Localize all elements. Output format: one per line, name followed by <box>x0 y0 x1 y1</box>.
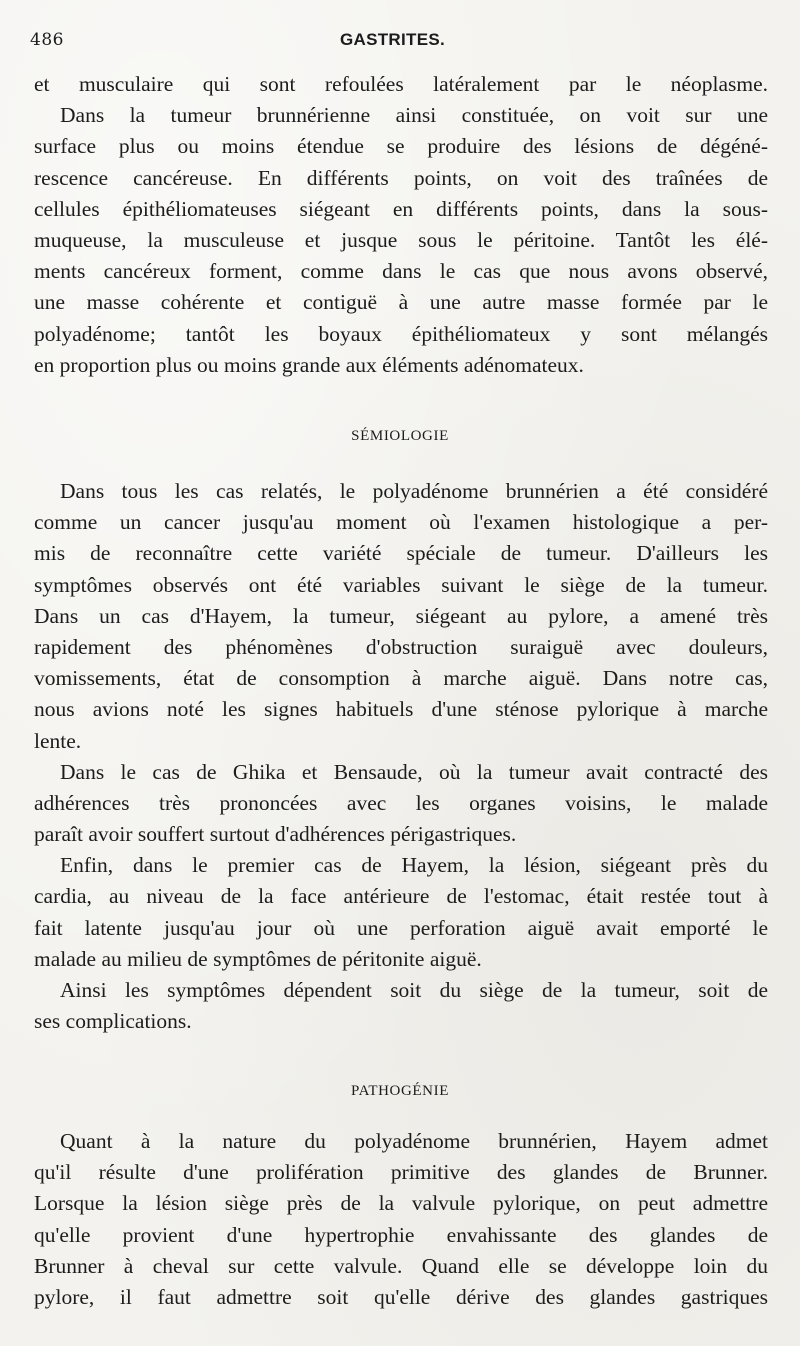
text-line: Quant à la nature du polyadénome brunnérien, Hayem admet <box>60 1129 768 1153</box>
page-header <box>0 30 800 56</box>
page-number: 486 <box>30 30 64 50</box>
text-line: Dans un cas d'Hayem, la tumeur, siégeant au pylore, a amené très <box>34 603 768 628</box>
text-line: Ainsi les symptômes dépendent soit du siège de la tumeur, soit de <box>60 978 768 1002</box>
running-title: GASTRITES. <box>340 30 446 49</box>
text-line: Brunner à cheval sur cette valvule. Quand elle se développe loin du <box>34 1253 768 1278</box>
section-heading-semiologie: SÉMIOLOGIE <box>351 428 449 444</box>
text-line: polyadénome; tantôt les boyaux épithéliomateux y sont mélangés <box>34 321 768 346</box>
text-line: Enfin, dans le premier cas de Hayem, la lésion, siégeant près du <box>60 853 768 878</box>
text-line: muqueuse, la musculeuse et jusque sous le péritoine. Tantôt les élé- <box>34 227 768 252</box>
text-line: Dans le cas de Ghika et Bensaude, où la tumeur avait contracté des <box>60 759 768 784</box>
text-line: Dans tous les cas relatés, le polyadénome brunnérien a été considéré <box>60 479 768 503</box>
paragraph-block-semiologie <box>34 476 768 1037</box>
text-line: Lorsque la lésion siège près de la valvule pylorique, on peut admettre <box>34 1191 768 1216</box>
text-line: fait latente jusqu'au jour où une perforation aiguë avait emporté le <box>34 915 768 940</box>
text-line: ses complications. <box>34 1009 192 1034</box>
text-line: adhérences très prononcées avec les organes voisins, le malade <box>34 790 768 815</box>
text-line: en proportion plus ou moins grande aux éléments adénomateux. <box>34 352 584 377</box>
text-line: qu'elle provient d'une hypertrophie envahissante des glandes de <box>34 1222 768 1247</box>
text-line: pylore, il faut admettre soit qu'elle dérive des glandes gastriques <box>34 1284 768 1309</box>
text-line: mis de reconnaître cette variété spéciale de tumeur. D'ailleurs les <box>34 541 768 566</box>
text-line: qu'il résulte d'une prolifération primitive des glandes de Brunner. <box>34 1160 768 1185</box>
text-line: et musculaire qui sont refoulées latéralement par le néoplasme. <box>34 72 768 96</box>
text-line: rapidement des phénomènes d'obstruction suraiguë avec douleurs, <box>34 634 768 659</box>
text-line: Dans la tumeur brunnérienne ainsi constituée, on voit sur une <box>60 103 768 128</box>
text-line: une masse cohérente et contiguë à une autre masse formée par le <box>34 290 768 315</box>
text-line: nous avions noté les signes habituels d'une sténose pylorique à marche <box>34 697 768 722</box>
text-line: malade au milieu de symptômes de péritonite aiguë. <box>34 946 482 971</box>
paragraph-block-pathogenie <box>34 1126 768 1313</box>
text-line: paraît avoir souffert surtout d'adhérences périgastriques. <box>34 822 517 847</box>
text-line: surface plus ou moins étendue se produire des lésions de dégéné- <box>34 134 768 159</box>
text-line: comme un cancer jusqu'au moment où l'examen histologique a per- <box>34 510 768 535</box>
text-line: ments cancéreux forment, comme dans le cas que nous avons observé, <box>34 259 768 284</box>
text-line: lente. <box>34 728 82 753</box>
section-heading-pathogenie: PATHOGÉNIE <box>351 1083 449 1099</box>
text-line: cardia, au niveau de la face antérieure de l'estomac, était restée tout à <box>34 884 768 909</box>
text-line: cellules épithéliomateuses siégeant en différents points, dans la sous- <box>34 196 768 221</box>
text-line: symptômes observés ont été variables suivant le siège de la tumeur. <box>34 572 768 597</box>
paragraph-block-tumor-description <box>34 69 768 381</box>
text-line: vomissements, état de consomption à marche aiguë. Dans notre cas, <box>34 666 768 691</box>
text-line: rescence cancéreuse. En différents points, on voit des traînées de <box>34 165 768 190</box>
